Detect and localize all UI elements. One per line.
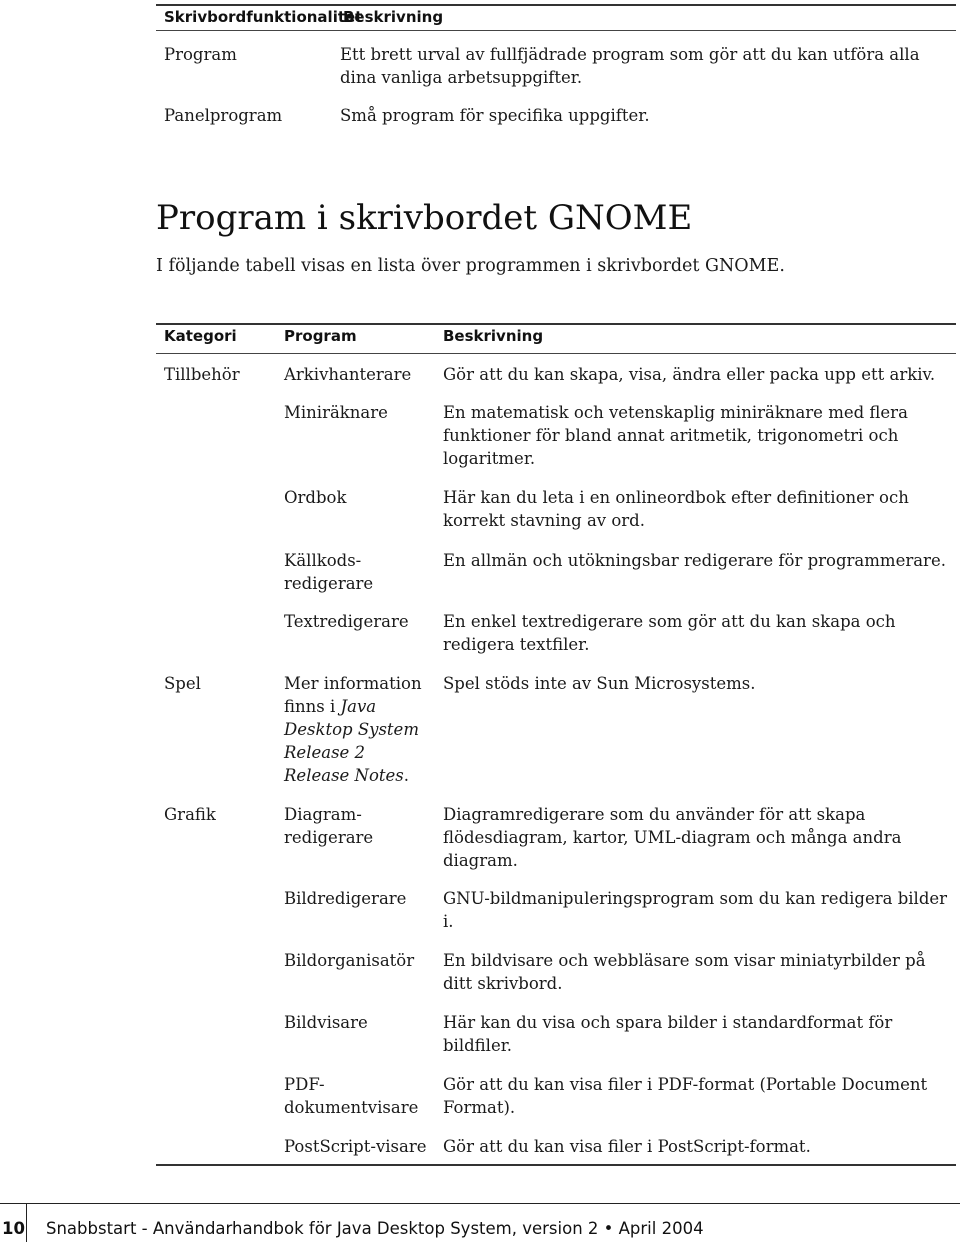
table2-category: Tillbehör [164,365,240,384]
table2-description: Gör att du kan skapa, visa, ändra eller packa upp ett arkiv. [443,365,936,384]
table2-program-text: Diagram-redigerare [284,805,374,847]
table2-program-text: PDF-dokumentvisare [284,1075,419,1117]
table2-header-description: Beskrivning [443,327,544,345]
table2-description: Gör att du kan visa filer i PostScript-format. [443,1137,811,1156]
section-intro: I följande tabell visas en lista över programmen i skrivbordet GNOME. [156,256,785,276]
table2-program-post: . [403,766,410,785]
footer-separator [26,1203,27,1242]
table2-program: Bildorganisatör [284,951,415,970]
table2-program: Arkivhanterare [284,365,412,384]
table1-header-rule [156,30,956,31]
table2-description: Spel stöds inte av Sun Microsystems. [443,674,756,693]
table2-program-em: Java Desktop System Release 2 Release Notes [284,697,419,785]
table2-description: En allmän och utökningsbar redigerare för programmerare. [443,551,946,570]
table1-row-desc: Ett brett urval av fullfjädrade program som gör att du kan utföra alla dina vanliga arbetsuppgifter. [340,45,920,87]
table1-top-rule [156,4,956,6]
table2-bottom-rule [156,1164,956,1166]
table2-description: Gör att du kan visa filer i PDF-format (Portable Document Format). [443,1075,928,1117]
footer-rule [0,1203,960,1204]
table2-description: En bildvisare och webbläsare som visar miniatyrbilder på ditt skrivbord. [443,951,926,993]
table2-program [284,549,404,595]
table2-description: En matematisk och vetenskaplig miniräknare med flera funktioner för bland annat aritmetik, trigonometri och logaritmer. [443,403,908,468]
table2-description: Här kan du visa och spara bilder i standardformat för bildfiler. [443,1013,893,1055]
table2-top-rule [156,323,956,325]
table2-program: Miniräknare [284,403,388,422]
table2-program: Textredigerare [284,612,409,631]
table2-category: Spel [164,674,201,693]
table2-program [284,672,429,787]
table1-header-description: Beskrivning [343,8,444,26]
table1-row-name: Program [164,45,237,64]
table2-category: Grafik [164,805,216,824]
table2-description: Här kan du leta i en onlineordbok efter definitioner och korrekt stavning av ord. [443,488,909,530]
table2-header-program: Program [284,327,357,345]
table2-description: Diagramredigerare som du använder för att skapa flödesdiagram, kartor, UML-diagram och många andra diagram. [443,805,902,870]
table2-program: Ordbok [284,488,347,507]
section-title: Program i skrivbordet GNOME [156,198,693,238]
table1-header-feature: Skrivbordfunktionalitet [164,8,363,26]
table2-program: PostScript-visare [284,1137,427,1156]
table2-description: GNU-bildmanipuleringsprogram som du kan redigera bilder i. [443,889,948,931]
table2-program: Bildvisare [284,1013,368,1032]
table2-program-pre: Mer information finns i [284,674,422,716]
table2-program [284,1073,429,1119]
table1-row-desc: Små program för specifika uppgifter. [340,106,650,125]
table2-program-text: Källkods-redigerare [284,551,374,593]
table2-program [284,803,394,849]
table2-header-rule [156,353,956,354]
footer-title: Snabbstart - Användarhandbok för Java Desktop System, version 2 • April 2004 [46,1219,704,1238]
table2-description: En enkel textredigerare som gör att du kan skapa och redigera textfiler. [443,612,896,654]
page-number: 10 [2,1219,25,1238]
table1-row-name: Panelprogram [164,106,283,125]
table2-program: Bildredigerare [284,889,407,908]
table2-header-category: Kategori [164,327,237,345]
